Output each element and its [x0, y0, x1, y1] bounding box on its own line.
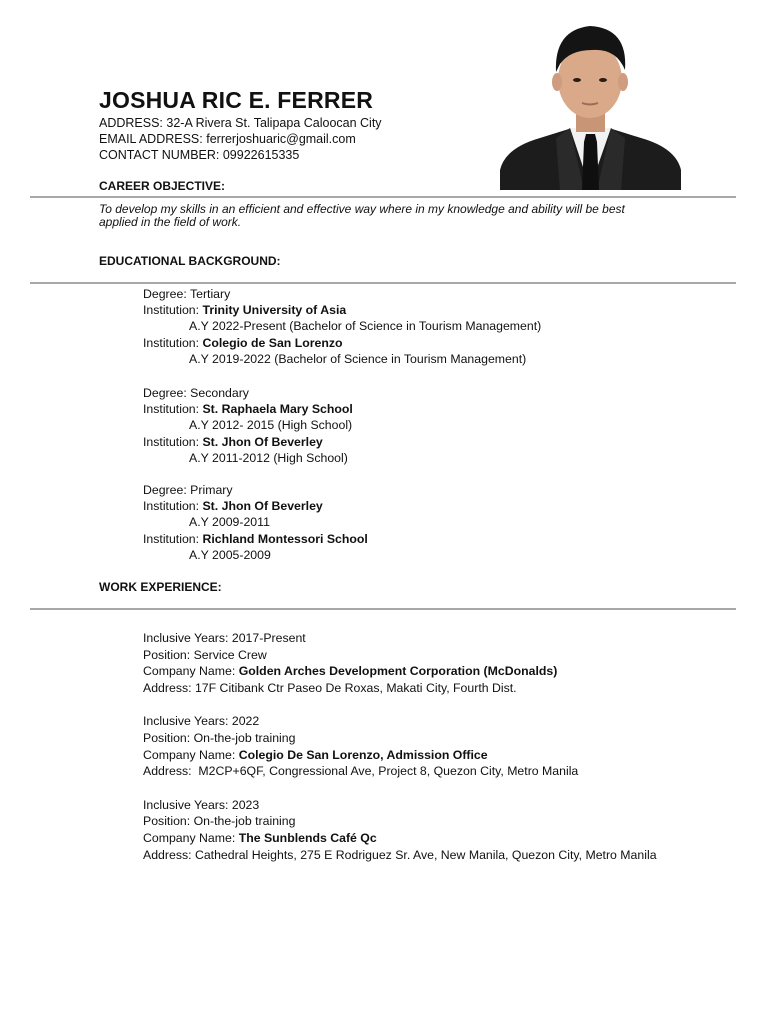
career-objective-heading: CAREER OBJECTIVE: [99, 179, 226, 193]
contact-number-value: 09922615335 [222, 148, 300, 162]
section-divider [30, 196, 736, 198]
work-years-row: Inclusive Years: 2017-Present [143, 631, 306, 645]
work-item [143, 713, 657, 779]
education-institution-row: Institution: St. Jhon Of Beverley [143, 434, 323, 449]
degree-value: Tertiary [189, 287, 231, 301]
email-value: ferrerjoshuaric@gmail.com [206, 132, 356, 146]
email-label: EMAIL ADDRESS: [99, 132, 203, 146]
institution-name: St. Jhon Of Beverley [202, 434, 323, 449]
work-company-row: Company Name: Colegio De San Lorenzo, Admission Office [143, 747, 488, 762]
address-label: ADDRESS: [99, 116, 163, 130]
career-objective-text: To develop my skills in an efficient and effective way where in my knowledge and ability will be best applied in the field of work. [99, 202, 625, 229]
email-line [99, 131, 382, 147]
education-year: A.Y 2019-2022 (Bachelor of Science in Tourism Management) [189, 351, 527, 366]
section-divider [30, 282, 736, 284]
education-year: A.Y 2012- 2015 (High School) [189, 418, 353, 433]
institution-name: St. Raphaela Mary School [202, 402, 353, 417]
contact-number-line [99, 147, 382, 163]
address-line [99, 115, 382, 131]
work-position-row: Position: On-the-job training [143, 814, 296, 829]
profile-photo [500, 20, 681, 190]
contact-details [99, 115, 382, 163]
applicant-name: JOSHUA RIC E. FERRER [99, 87, 374, 113]
work-experience-heading: WORK EXPERIENCE: [99, 580, 222, 594]
education-institution-row: Institution: Richland Montessori School [143, 531, 368, 546]
contact-number-label: CONTACT NUMBER: [99, 148, 220, 162]
address-value: 32-A Rivera St. Talipapa Caloocan City [166, 116, 382, 130]
education-institution-row: Institution: St. Raphaela Mary School [143, 402, 353, 417]
education-heading: EDUCATIONAL BACKGROUND: [99, 254, 281, 268]
education-year: A.Y 2005-2009 [189, 547, 271, 562]
degree-value: Secondary [190, 386, 249, 401]
education-institution-row: Institution: Trinity University of Asia [143, 303, 347, 318]
profile-photo-illustration [500, 20, 681, 190]
education-year: A.Y 2009-2011 [189, 515, 270, 530]
institution-name: Richland Montessori School [202, 531, 368, 546]
work-company-row: Company Name: The Sunblends Café Qc [143, 830, 377, 845]
work-position-row: Position: Service Crew [143, 647, 267, 662]
education-year: A.Y 2011-2012 (High School) [189, 450, 348, 465]
work-item [143, 630, 657, 696]
institution-name: Trinity University of Asia [202, 303, 347, 318]
work-years-row: Inclusive Years: 2022 [143, 714, 260, 729]
section-divider [30, 608, 736, 610]
work-item [143, 797, 657, 863]
work-years-row: Inclusive Years: 2023 [143, 797, 260, 812]
institution-name: Colegio de San Lorenzo [202, 335, 343, 350]
education-degree-row: Degree: Tertiary [143, 287, 231, 301]
work-address-row: Address: Cathedral Heights, 275 E Rodriguez Sr. Ave, New Manila, Quezon City, Metro Manila [143, 847, 657, 862]
education-degree-row: Degree: Secondary [143, 386, 249, 401]
degree-value: Primary [190, 483, 233, 498]
education-institution-row: Institution: Colegio de San Lorenzo [143, 335, 343, 350]
work-list [143, 630, 657, 863]
education-year: A.Y 2022-Present (Bachelor of Science in Tourism Management) [189, 319, 542, 334]
education-degree-row: Degree: Primary [143, 483, 233, 498]
work-position-row: Position: On-the-job training [143, 730, 296, 745]
institution-name: St. Jhon Of Beverley [202, 499, 323, 514]
work-address-row: Address: 17F Citibank Ctr Paseo De Roxas, Makati City, Fourth Dist. [143, 680, 517, 695]
work-company-row: Company Name: Golden Arches Development Corporation (McDonalds) [143, 664, 558, 679]
education-institution-row: Institution: St. Jhon Of Beverley [143, 499, 323, 514]
work-address-row: Address: M2CP+6QF, Congressional Ave, Project 8, Quezon City, Metro Manila [143, 764, 579, 779]
education-list [143, 286, 541, 563]
